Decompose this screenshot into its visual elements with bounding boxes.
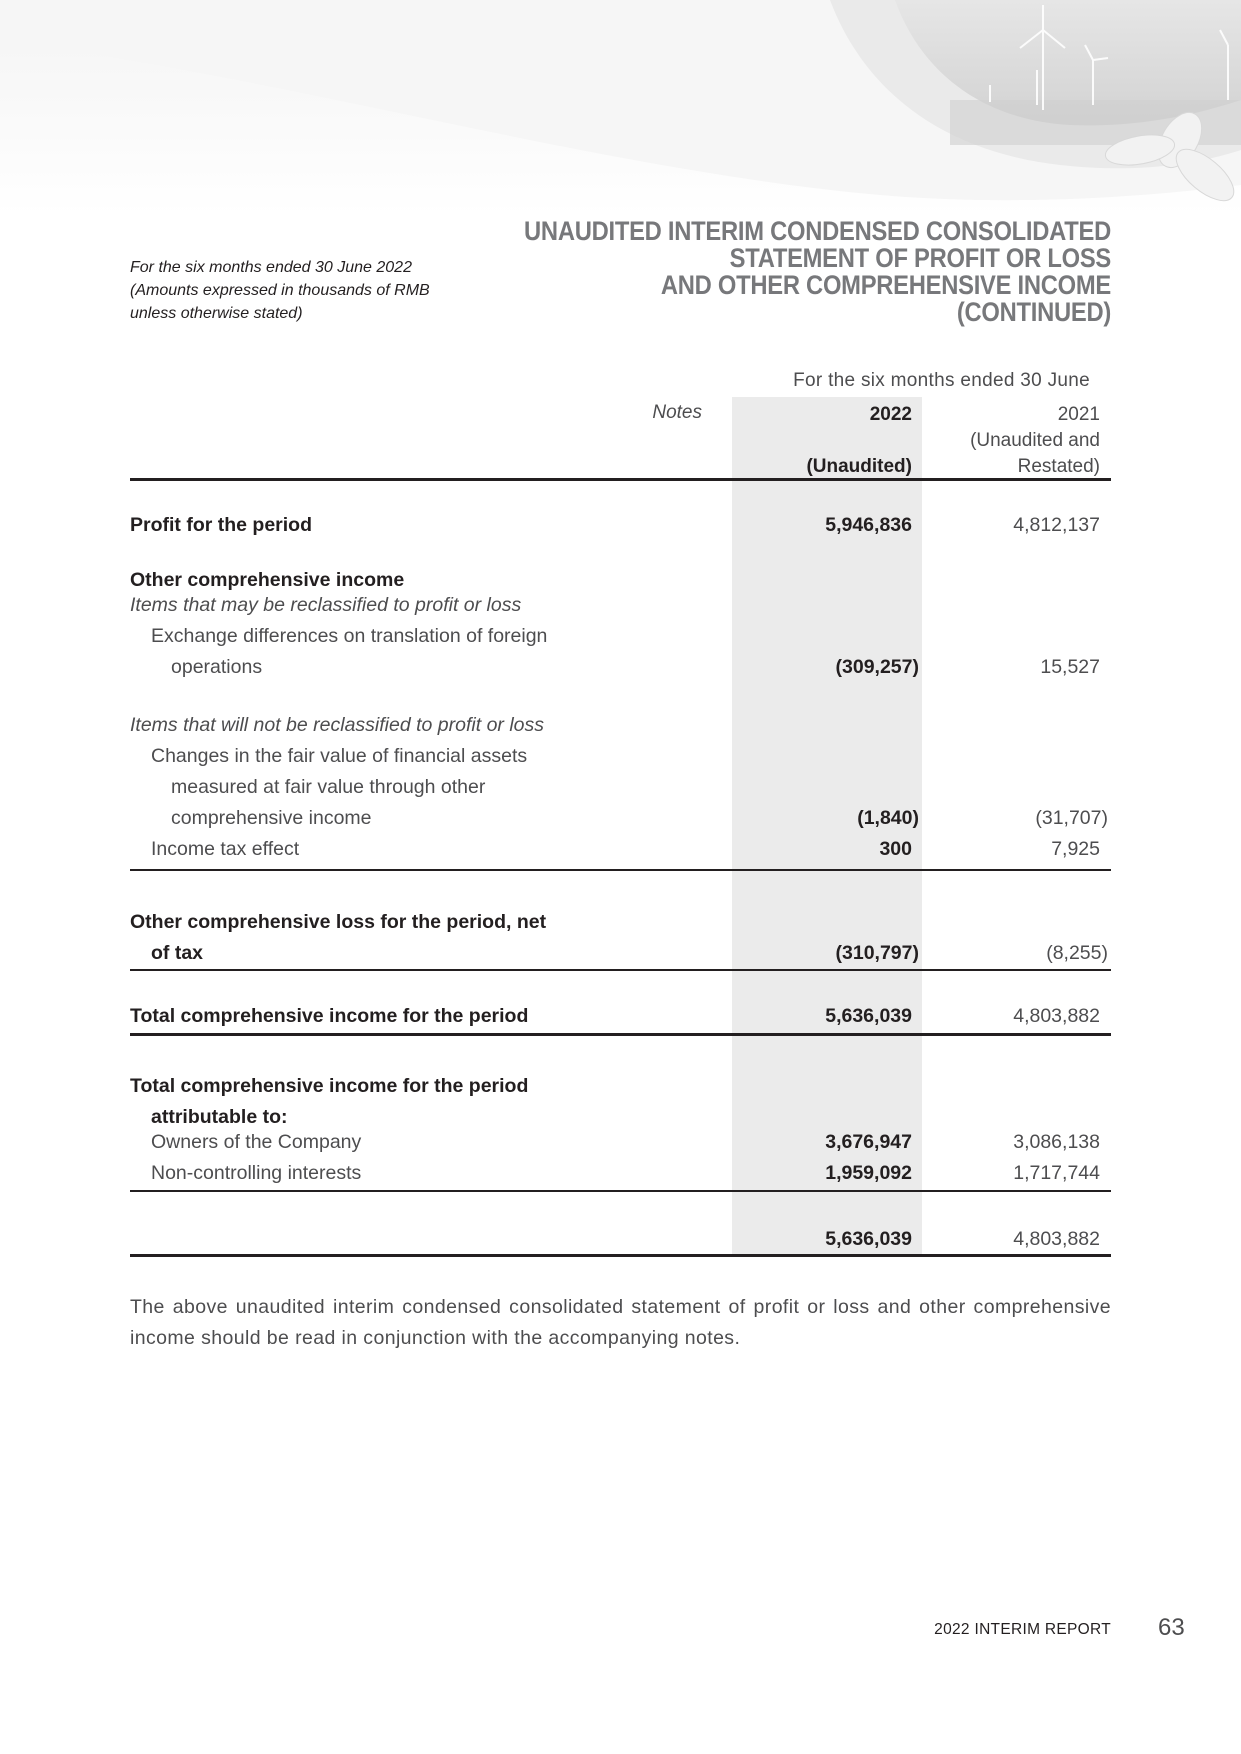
total-divider (130, 1254, 1111, 1257)
title-line: UNAUDITED INTERIM CONDENSED CONSOLIDATED (524, 216, 1111, 246)
row-label: Other comprehensive loss for the period, net (130, 911, 547, 933)
report-label: 2022 INTERIM REPORT (934, 1621, 1111, 1638)
table-row (130, 776, 1111, 806)
value-2022: 5,636,039 (825, 1005, 912, 1027)
page-title (524, 218, 1111, 326)
row-label: Other comprehensive income (130, 569, 405, 591)
row-label: Total comprehensive income for the period (130, 1075, 529, 1097)
row-divider (130, 869, 1111, 871)
table-row-income-tax (130, 838, 1111, 868)
value-2022: 5,636,039 (825, 1228, 912, 1250)
table-row-owners (130, 1131, 1111, 1161)
column-header-2021-status: (Unaudited and (970, 430, 1100, 451)
page-number: 63 (1158, 1614, 1185, 1641)
row-label: Total comprehensive income for the period (130, 1005, 529, 1027)
value-2021: 1,717,744 (1013, 1162, 1100, 1184)
value-2022: 5,946,836 (825, 514, 912, 536)
table-row (130, 745, 1111, 775)
value-2021: (8,255) (1046, 942, 1108, 964)
row-label: measured at fair value through other (171, 776, 486, 798)
title-line: (CONTINUED) (956, 297, 1111, 327)
value-2021: 7,925 (1051, 838, 1100, 860)
table-row (130, 911, 1111, 941)
table-row (130, 1075, 1111, 1105)
row-label: Items that may be reclassified to profit or loss (130, 594, 522, 616)
notes-column-header: Notes (652, 402, 702, 423)
value-2022: (309,257) (835, 656, 919, 678)
value-2022: (310,797) (835, 942, 919, 964)
row-divider (130, 1190, 1111, 1192)
value-2021: 4,803,882 (1013, 1005, 1100, 1027)
row-label: comprehensive income (171, 807, 372, 829)
statement-period-note (130, 256, 490, 325)
table-row-other-comprehensive-loss (130, 942, 1111, 972)
table-row-subheading (130, 594, 1111, 624)
value-2022: 1,959,092 (825, 1162, 912, 1184)
side-note-line: For the six months ended 30 June 2022 (130, 259, 412, 276)
value-2022: 300 (879, 838, 912, 860)
total-divider (130, 1033, 1111, 1036)
column-header-2022 (732, 402, 912, 480)
column-header-2021-year: 2021 (1057, 404, 1100, 425)
table-row-profit (130, 514, 1111, 544)
row-divider (130, 969, 1111, 971)
table-row-exchange-differences (130, 656, 1111, 686)
row-label: of tax (151, 942, 204, 964)
value-2021: 4,803,882 (1013, 1228, 1100, 1250)
statement-footnote: The above unaudited interim condensed consolidated statement of profit or loss and other comprehensive income should be read in conjunction with the accompanying notes. (130, 1296, 1111, 1349)
table-row (130, 625, 1111, 655)
title-line: STATEMENT OF PROFIT OR LOSS (729, 243, 1111, 273)
row-label: operations (171, 656, 263, 678)
column-header-2022-status: (Unaudited) (806, 456, 912, 477)
value-2022: 3,676,947 (825, 1131, 912, 1153)
side-note-line: unless otherwise stated) (130, 305, 303, 322)
row-label: Exchange differences on translation of foreign (151, 625, 548, 647)
title-line: AND OTHER COMPREHENSIVE INCOME (660, 270, 1111, 300)
value-2021: 3,086,138 (1013, 1131, 1100, 1153)
table-row-subheading (130, 714, 1111, 744)
column-header-2021-status: Restated) (1017, 456, 1100, 477)
header-divider (130, 478, 1111, 481)
value-2022: (1,840) (857, 807, 919, 829)
row-label: Changes in the fair value of financial assets (151, 745, 528, 767)
value-2021: (31,707) (1035, 807, 1108, 829)
table-row-non-controlling-interests (130, 1162, 1111, 1192)
row-label: Non-controlling interests (151, 1162, 362, 1184)
side-note-line: (Amounts expressed in thousands of RMB (130, 282, 430, 299)
value-2021: 15,527 (1040, 656, 1100, 678)
wind-turbine-banner-icon (0, 0, 1241, 215)
column-header-2022-year: 2022 (869, 404, 912, 425)
row-label: Owners of the Company (151, 1131, 362, 1153)
table-row-fair-value-changes (130, 807, 1111, 837)
period-header: For the six months ended 30 June (793, 370, 1090, 391)
value-2021: 4,812,137 (1013, 514, 1100, 536)
table-row-total-comprehensive-income (130, 1005, 1111, 1035)
row-label: Items that will not be reclassified to profit or loss (130, 714, 545, 736)
row-label: attributable to: (151, 1106, 288, 1128)
header-banner-image (0, 0, 1241, 215)
row-label: Profit for the period (130, 514, 312, 536)
row-label: Income tax effect (151, 838, 300, 860)
column-header-2021 (922, 402, 1100, 480)
